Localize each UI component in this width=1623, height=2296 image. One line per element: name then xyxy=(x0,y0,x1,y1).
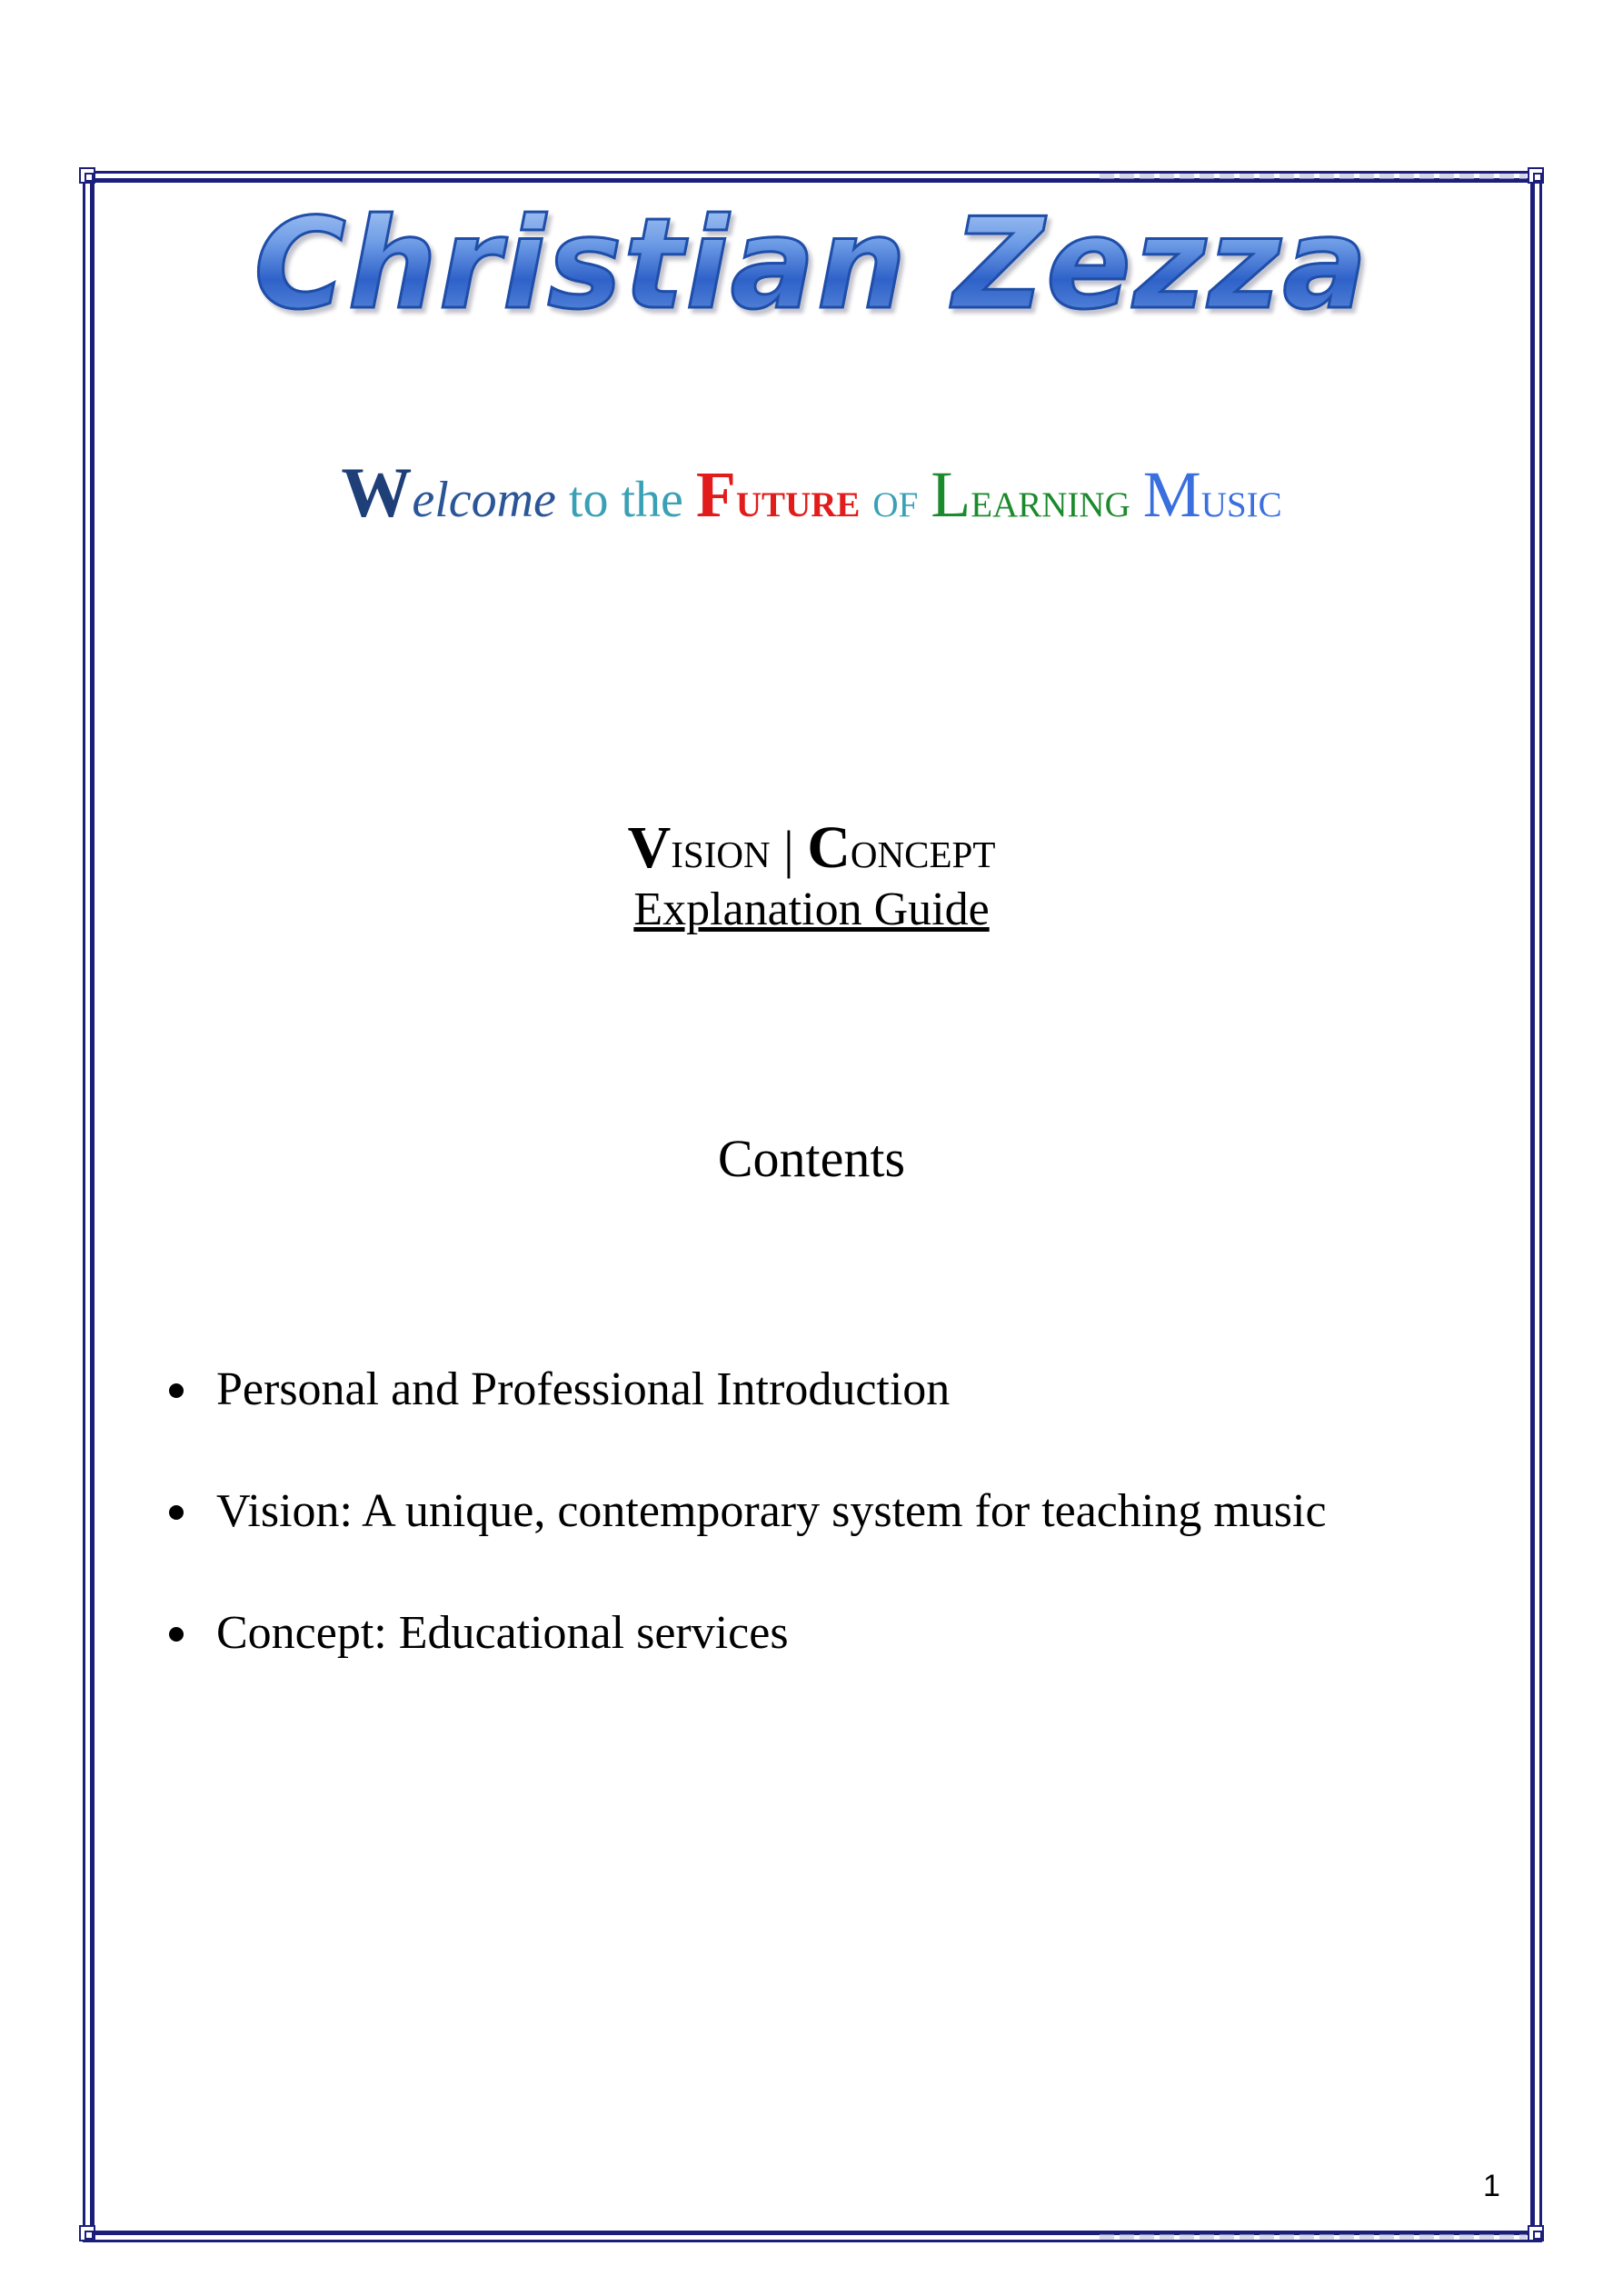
contents-list-item xyxy=(162,1483,1327,1605)
border-corner-ornament xyxy=(79,2225,95,2241)
tagline-learning: Learning xyxy=(931,458,1130,531)
tagline-music: Music xyxy=(1142,458,1282,531)
page-number: 1 xyxy=(1483,2169,1500,2203)
tagline-w-initial: W xyxy=(341,453,413,532)
contents-list-item xyxy=(162,1605,1327,1727)
bullet-icon xyxy=(169,1505,184,1520)
vision-concept-heading: Vision | Concept xyxy=(627,814,996,881)
bullet-icon xyxy=(169,1627,184,1642)
contents-heading: Contents xyxy=(717,1129,906,1188)
border-decoration-top xyxy=(1100,174,1527,179)
contents-list xyxy=(162,1362,1327,1727)
bullet-icon xyxy=(169,1383,184,1398)
contents-item-text: Personal and Professional Introduction xyxy=(216,1363,951,1415)
border-corner-ornament xyxy=(79,167,95,184)
tagline-welcome-rest: elcome xyxy=(412,472,556,528)
contents-item-text: Concept: Educational services xyxy=(216,1607,789,1659)
border-corner-ornament xyxy=(1528,2225,1544,2241)
border-corner-ornament xyxy=(1528,167,1544,184)
tagline-future: Future xyxy=(695,458,861,531)
welcome-tagline xyxy=(0,450,1623,535)
explanation-guide-subtitle: Explanation Guide xyxy=(633,883,990,935)
contents-list-item xyxy=(162,1362,1327,1483)
contents-item-text: Vision: A unique, contemporary system for teaching music xyxy=(216,1485,1327,1537)
logo-wordart-title: Christian Zezza xyxy=(0,189,1623,340)
tagline-to-the: to the xyxy=(555,472,696,528)
tagline-of: of xyxy=(860,472,931,528)
border-decoration-bottom xyxy=(1100,2234,1527,2240)
